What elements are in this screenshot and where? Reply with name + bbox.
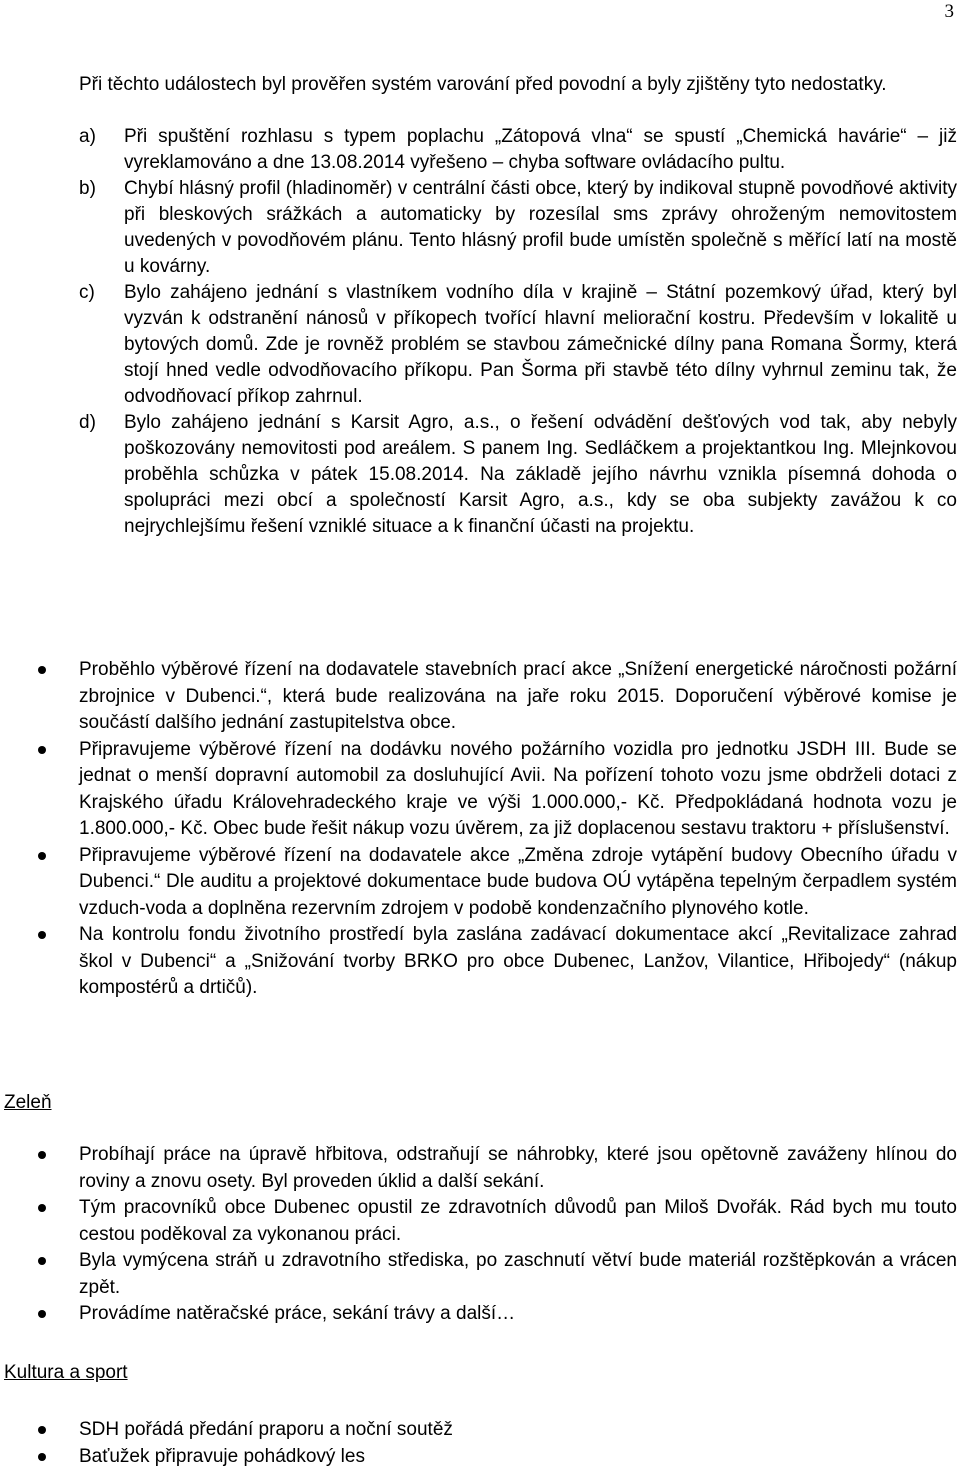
list-marker: d) [79,412,96,433]
bullet-item [0,922,957,1002]
intro-paragraph: Při těchto událostech byl prověřen systém varování před povodní a byly zjištěny tyto nedostatky. [79,74,887,95]
page-number: 3 [944,1,954,22]
bullet-item [0,1248,957,1301]
section-heading-zelen: Zeleň [4,1092,52,1113]
bullet-dot-icon [38,1426,46,1434]
bullet-text: Na kontrolu fondu životního prostředí byla zaslána zadávací dokumentace akcí „Revitalizace zahrad škol v Dubenci“ a „Snižování tvorby BRKO pro obce Dubenec, Lanžov, Vilantice, Hřibojedy“ (nákup kompostérů a drtičů). [79,924,957,998]
bullet-text: Provádíme natěračské práce, sekání trávy a další… [79,1303,516,1324]
bullet-text: Proběhlo výběrové řízení na dodavatele stavebních prací akce „Snížení energetické náročnosti požární zbrojnice v Dubenci.“, která bude realizována na jaře roku 2015. Doporučení výběrové komise je součástí dalšího jednání zastupitelstva obce. [79,659,957,733]
bullet-dot-icon [38,1204,46,1212]
deficiency-list [79,124,957,540]
bullet-text: SDH pořádá předání praporu a noční soutěž [79,1419,453,1440]
bullet-text: Připravujeme výběrové řízení na dodavatele akce „Změna zdroje vytápění budovy Obecního úřadu v Dubenci.“ Dle auditu a projektové dokumentace bude budova OÚ vytápěna tepelným čerpadlem systém vzduch-voda a doplněna rezervním zdrojem v podobě kondenzačního plynového kotle. [79,844,957,919]
bullet-item [0,1301,957,1328]
bullet-item [0,843,957,923]
bullet-item [0,657,957,737]
list-marker: a) [79,126,96,147]
bullet-dot-icon [38,931,46,939]
bullet-dot-icon [38,666,46,674]
bullet-text: Probíhají práce na úpravě hřbitova, odstraňují se náhrobky, které jsou opětovně zaváženy hlínou do roviny a znovu osety. Byl proveden úklid a další sekání. [79,1144,957,1192]
list-item [79,410,957,540]
section-heading-kultura: Kultura a sport [4,1362,128,1383]
list-item-text: Při spuštění rozhlasu s typem poplachu „Zátopová vlna“ se spustí „Chemická havárie“ – již vyreklamováno a dne 13.08.2014 vyřešeno – chyba software ovládacího pultu. [124,126,957,173]
kultura-bullet-list [0,1417,957,1470]
list-item-text: Chybí hlásný profil (hladinoměr) v centrální části obce, který by indikoval stupně povodňové aktivity při bleskových srážkách a automaticky by rozesílal sms zprávy ohroženým nemovitostem uvedených v povodňovém plánu. Tento hlásný profil bude umístěn společně s měřící latí na mostě u kovárny. [124,178,957,277]
list-item [79,176,957,280]
list-item-text: Bylo zahájeno jednání s vlastníkem vodního díla v krajině – Státní pozemkový úřad, který byl vyzván k odstranění nánosů v příkopech tvořící hlavní meliorační kostru. Především v lokalitě u bytových domů. Zde je rovněž problém se stavbou zámečnické dílny pana Romana Šormy, která stojí hned vedle odvodňovacího příkopu. Pan Šorma při stavbě této dílny vyhrnul zeminu tak, že odvodňovací příkop zahrnul. [124,282,957,407]
bullet-text: Byla vymýcena stráň u zdravotního střediska, po zaschnutí větví bude materiál rozštěpkován a vrácen zpět. [79,1250,957,1298]
zelen-bullet-list [0,1142,957,1328]
bullet-text: Tým pracovníků obce Dubenec opustil ze zdravotních důvodů pan Miloš Dvořák. Rád bych mu touto cestou poděkoval za vykonanou práci. [79,1197,957,1245]
list-item [79,124,957,176]
bullet-item [0,1417,957,1444]
bullet-dot-icon [38,1151,46,1159]
list-marker: b) [79,178,96,199]
bullet-text: Baťužek připravuje pohádkový les [79,1445,365,1467]
bullet-dot-icon [38,1310,46,1318]
bullet-dot-icon [38,1453,46,1461]
bullet-dot-icon [38,852,46,860]
bullet-dot-icon [38,746,46,754]
list-item-text: Bylo zahájeno jednání s Karsit Agro, a.s., o řešení odvádění dešťových vod tak, aby nebyly poškozovány nemovitosti pod areálem. S panem Ing. Sedláčkem a projektantkou Ing. Mlejnkovou proběhla schůzka v pátek 15.08.2014. Na základě jejího návrhu vznikla písemná dohoda o spolupráci mezi obcí a společností Karsit Agro, a.s., kdy se oba subjekty zavážou k co nejrychlejšímu řešení vzniklé situace a k finanční účasti na projektu. [124,412,957,537]
bullet-item [0,1195,957,1248]
bullet-item [0,737,957,843]
bullet-text: Připravujeme výběrové řízení na dodávku nového požárního vozidla pro jednotku JSDH III. Bude se jednat o menší dopravní automobil za dosluhující Avii. Na pořízení tohoto vozu jsme obdrželi dotaci z Krajského úřadu Královehradeckého kraje ve výši 1.000.000,- Kč. Předpokládaná hodnota vozu je 1.800.000,- Kč. Obec bude řešit nákup vozu úvěrem, za již doplacenou sestavu traktoru + příslušenství. [79,738,957,839]
list-marker: c) [79,282,95,303]
list-item [79,280,957,410]
bullet-item [0,1142,957,1195]
main-bullet-list [0,657,957,1002]
bullet-item [0,1444,957,1471]
bullet-dot-icon [38,1257,46,1265]
